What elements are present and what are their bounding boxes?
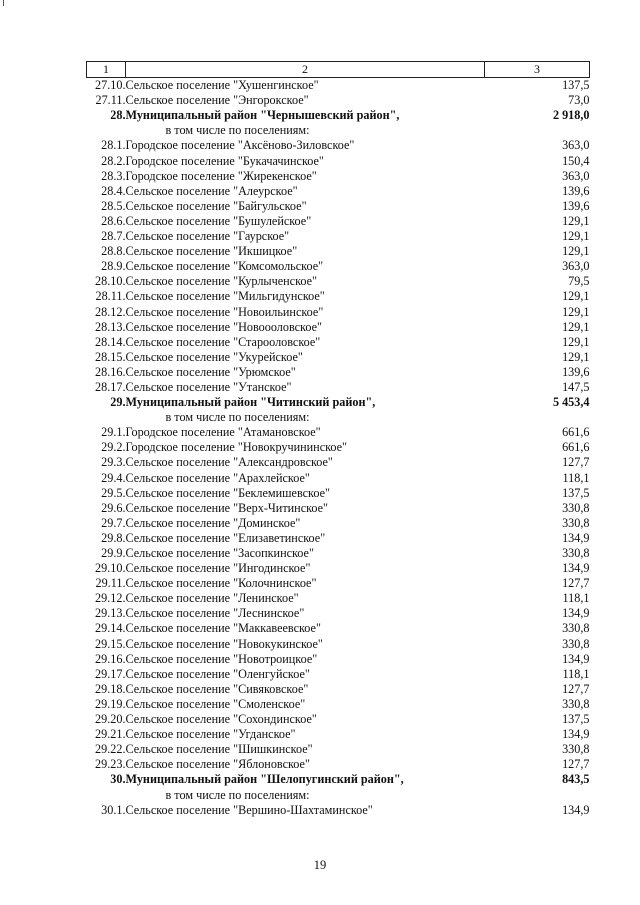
row-number: 29.15. — [95, 636, 126, 651]
table-row — [87, 486, 590, 501]
row-name: Сельское поселение "Новотроицкое" — [125, 651, 318, 666]
row-value: 118,1 — [562, 591, 590, 606]
row-name: Сельское поселение "Алеурское" — [125, 183, 298, 198]
table-row — [87, 788, 590, 803]
row-value: 330,8 — [562, 742, 590, 757]
row-number — [87, 410, 126, 425]
table-row — [87, 108, 590, 123]
row-name: Сельское поселение "Новоооловское" — [125, 319, 322, 334]
row-value: 134,9 — [562, 802, 590, 817]
row-name: Сельское поселение "Елизаветинское" — [125, 530, 326, 545]
row-name: Сельское поселение "Ленинское" — [125, 591, 299, 606]
table-body — [87, 78, 590, 818]
row-number: 28. — [110, 108, 126, 123]
table-header-row — [87, 62, 590, 78]
row-number: 27.11. — [95, 93, 126, 108]
row-name: Сельское поселение "Икшицкое" — [125, 244, 298, 259]
row-value: 129,1 — [562, 349, 590, 364]
row-number: 28.10. — [95, 274, 126, 289]
row-name: Городское поселение "Букачачинское" — [125, 153, 324, 168]
row-number: 29.8. — [101, 530, 126, 545]
row-value — [485, 788, 590, 803]
row-value: 134,9 — [562, 606, 590, 621]
table-row — [87, 606, 590, 621]
row-name: Сельское поселение "Байгульское" — [125, 198, 307, 213]
table-row — [87, 742, 590, 757]
row-name: Сельское поселение "Новокукинское" — [125, 636, 323, 651]
row-name: Городское поселение "Атамановское" — [125, 425, 321, 440]
row-number: 28.4. — [101, 183, 126, 198]
row-number: 29.9. — [101, 546, 126, 560]
table-row — [87, 425, 590, 440]
table-row — [87, 244, 590, 259]
row-value: 330,8 — [562, 500, 590, 515]
row-number: 29.10. — [95, 561, 126, 576]
row-number: 29.13. — [95, 606, 126, 621]
row-value: 330,8 — [562, 696, 590, 711]
row-value: 134,9 — [562, 727, 590, 742]
row-name: Сельское поселение "Вершино-Шахтаминское" — [125, 802, 373, 817]
row-number: 29.12. — [95, 591, 126, 606]
row-value: 129,1 — [562, 289, 590, 304]
row-number: 28.15. — [95, 349, 126, 364]
row-number: 29.14. — [95, 621, 126, 636]
row-value: 129,1 — [562, 319, 590, 334]
table-row — [87, 184, 590, 199]
row-number: 29.23. — [95, 757, 126, 772]
row-name: Сельское поселение "Комсомольское" — [125, 259, 324, 274]
row-name: Сельское поселение "Смоленское" — [125, 696, 306, 711]
table-row — [87, 576, 590, 591]
row-number: 27.10. — [95, 78, 126, 93]
row-value: 129,1 — [562, 213, 590, 228]
row-number: 29.17. — [95, 666, 126, 681]
row-number: 28.9. — [101, 259, 126, 274]
row-value: 127,7 — [562, 576, 590, 591]
row-name: Сельское поселение "Ингодинское" — [125, 561, 311, 576]
row-name: Сельское поселение "Доминское" — [125, 515, 301, 530]
row-value: 661,6 — [562, 425, 590, 440]
table-row — [87, 440, 590, 455]
row-name: Муниципальный район "Читинский район", — [125, 395, 376, 410]
table-row — [87, 712, 590, 727]
table-row — [87, 727, 590, 742]
row-value: 137,5 — [562, 712, 590, 727]
table-row — [87, 350, 590, 365]
table-row — [87, 78, 590, 94]
table-row — [87, 516, 590, 531]
row-name: в том числе по поселениям: — [165, 123, 310, 138]
row-value: 139,6 — [562, 198, 590, 213]
table-row — [87, 621, 590, 636]
row-name: Сельское поселение "Мильгидунское" — [125, 289, 325, 304]
row-name: Сельское поселение "Оленгуйское" — [125, 666, 310, 681]
row-name: Городское поселение "Жирекенское" — [125, 168, 317, 183]
table-row — [87, 455, 590, 470]
table-row — [87, 380, 590, 395]
row-number: 29.4. — [101, 470, 126, 485]
row-number: 29.2. — [101, 440, 126, 455]
row-number: 28.13. — [95, 319, 126, 334]
table-row — [87, 335, 590, 350]
row-value: 137,5 — [562, 78, 590, 93]
row-value: 134,9 — [562, 651, 590, 666]
row-name: Сельское поселение "Сивяковское" — [125, 681, 309, 696]
table-row — [87, 410, 590, 425]
row-value — [485, 410, 590, 425]
row-number — [87, 123, 126, 138]
row-number: 28.11. — [95, 289, 126, 304]
row-number: 29.21. — [95, 727, 126, 742]
table-row — [87, 395, 590, 410]
row-name: в том числе по поселениям: — [165, 787, 310, 802]
row-name: Сельское поселение "Угданское" — [125, 727, 296, 742]
row-number: 29.16. — [95, 651, 126, 666]
row-number: 29.5. — [101, 485, 126, 500]
table-row — [87, 531, 590, 546]
table-row — [87, 229, 590, 244]
row-name: Сельское поселение "Энгорокское" — [125, 93, 309, 108]
table-row — [87, 561, 590, 576]
row-name: Сельское поселение "Шишкинское" — [125, 742, 313, 757]
row-value: 73,0 — [568, 93, 590, 108]
row-value: 127,7 — [562, 455, 590, 470]
row-number: 29.7. — [101, 515, 126, 530]
row-number: 29.11. — [95, 576, 126, 591]
row-number: 28.1. — [101, 138, 126, 153]
row-number: 28.6. — [101, 213, 126, 228]
row-name: Сельское поселение "Старооловское" — [125, 334, 321, 349]
column-header-value: 3 — [485, 62, 590, 78]
table-row — [87, 591, 590, 606]
table-row — [87, 138, 590, 153]
table-row — [87, 803, 590, 818]
table-row — [87, 652, 590, 667]
row-name: Сельское поселение "Яблоновское" — [125, 757, 310, 772]
table-row — [87, 757, 590, 772]
row-value: 129,1 — [562, 304, 590, 319]
row-name: Сельское поселение "Александровское" — [125, 455, 333, 470]
table-row — [87, 274, 590, 289]
row-value: 2 918,0 — [552, 108, 590, 123]
table-row — [87, 169, 590, 184]
row-number: 30.1. — [101, 802, 126, 817]
row-name: Городское поселение "Новокручининское" — [125, 440, 348, 455]
row-name: Сельское поселение "Гаурское" — [125, 229, 290, 244]
row-name: Сельское поселение "Укурейское" — [125, 349, 303, 364]
row-number: 30. — [110, 772, 126, 787]
table-row — [87, 667, 590, 682]
table-row — [87, 772, 590, 787]
row-number: 29.18. — [95, 681, 126, 696]
row-number: 29. — [110, 395, 126, 410]
row-name: Сельское поселение "Сохондинское" — [125, 712, 317, 727]
row-value: 147,5 — [562, 379, 590, 394]
row-number: 28.12. — [95, 304, 126, 319]
row-name: Сельское поселение "Леснинское" — [125, 606, 305, 621]
row-value: 330,8 — [562, 546, 590, 560]
table-row — [87, 697, 590, 712]
row-value: 129,1 — [562, 244, 590, 259]
row-name: Сельское поселение "Колочнинское" — [125, 576, 317, 591]
row-number: 29.6. — [101, 500, 126, 515]
table-row — [87, 365, 590, 380]
row-name: Сельское поселение "Арахлейское" — [125, 470, 310, 485]
row-name: Сельское поселение "Новоильинское" — [125, 304, 324, 319]
row-value: 330,8 — [562, 636, 590, 651]
table-row — [87, 259, 590, 274]
row-value: 139,6 — [562, 364, 590, 379]
row-name: Сельское поселение "Утанское" — [125, 379, 292, 394]
row-number: 29.22. — [95, 742, 126, 757]
row-name: Сельское поселение "Маккавеевское" — [125, 621, 321, 636]
table-row — [87, 637, 590, 652]
row-name: Сельское поселение "Урюмское" — [125, 364, 296, 379]
row-value: 137,5 — [562, 485, 590, 500]
row-name: Городское поселение "Аксёново-Зиловское" — [125, 138, 355, 153]
table-row — [87, 305, 590, 320]
row-name: Сельское поселение "Беклемишевское" — [125, 485, 330, 500]
scan-mark — [3, 0, 4, 6]
row-number: 28.2. — [101, 153, 126, 168]
row-value: 79,5 — [568, 274, 590, 289]
row-number: 29.1. — [101, 425, 126, 440]
row-number: 28.7. — [101, 229, 126, 244]
row-number: 28.8. — [101, 244, 126, 259]
row-value: 330,8 — [562, 621, 590, 636]
column-header-number: 1 — [87, 62, 126, 78]
row-name: Сельское поселение "Хушенгинское" — [125, 78, 319, 93]
row-value: 127,7 — [562, 681, 590, 696]
row-value: 5 453,4 — [552, 395, 590, 410]
row-value — [485, 123, 590, 138]
table-row — [87, 93, 590, 108]
row-value: 363,0 — [562, 138, 590, 153]
row-number: 29.19. — [95, 696, 126, 711]
row-value: 134,9 — [562, 561, 590, 576]
table-row — [87, 471, 590, 486]
row-value: 127,7 — [562, 757, 590, 772]
row-value: 129,1 — [562, 334, 590, 349]
row-value: 843,5 — [562, 772, 590, 787]
row-number: 28.17. — [95, 379, 126, 394]
table-row — [87, 199, 590, 214]
row-number — [87, 788, 126, 803]
allocation-table — [86, 61, 590, 818]
row-number: 28.3. — [101, 168, 126, 183]
table-row — [87, 320, 590, 335]
row-name: Сельское поселение "Курлыченское" — [125, 274, 317, 289]
row-value: 129,1 — [562, 229, 590, 244]
row-value: 118,1 — [562, 470, 590, 485]
table-row — [87, 546, 590, 561]
row-name: Муниципальный район "Шелопугинский район", — [125, 772, 404, 787]
row-number: 28.16. — [95, 364, 126, 379]
row-value: 363,0 — [562, 259, 590, 274]
row-number: 28.5. — [101, 198, 126, 213]
row-value: 150,4 — [562, 153, 590, 168]
table-row — [87, 682, 590, 697]
row-number: 29.3. — [101, 455, 126, 470]
row-value: 330,8 — [562, 515, 590, 530]
table-row — [87, 123, 590, 138]
column-header-name: 2 — [126, 62, 485, 78]
row-number: 28.14. — [95, 334, 126, 349]
table-row — [87, 214, 590, 229]
row-name: в том числе по поселениям: — [165, 410, 310, 425]
row-value: 661,6 — [562, 440, 590, 455]
row-value: 363,0 — [562, 168, 590, 183]
row-name: Сельское поселение "Верх-Читинское" — [125, 500, 329, 515]
table-row — [87, 154, 590, 169]
table-row — [87, 289, 590, 304]
row-name: Сельское поселение "Засопкинское" — [125, 546, 314, 560]
table-row — [87, 501, 590, 516]
row-number: 29.20. — [95, 712, 126, 727]
row-value: 134,9 — [562, 530, 590, 545]
page-number: 19 — [313, 858, 327, 872]
row-value: 118,1 — [562, 666, 590, 681]
row-value: 139,6 — [562, 183, 590, 198]
row-name: Сельское поселение "Бушулейское" — [125, 213, 312, 228]
row-name: Муниципальный район "Чернышевский район", — [125, 108, 400, 123]
